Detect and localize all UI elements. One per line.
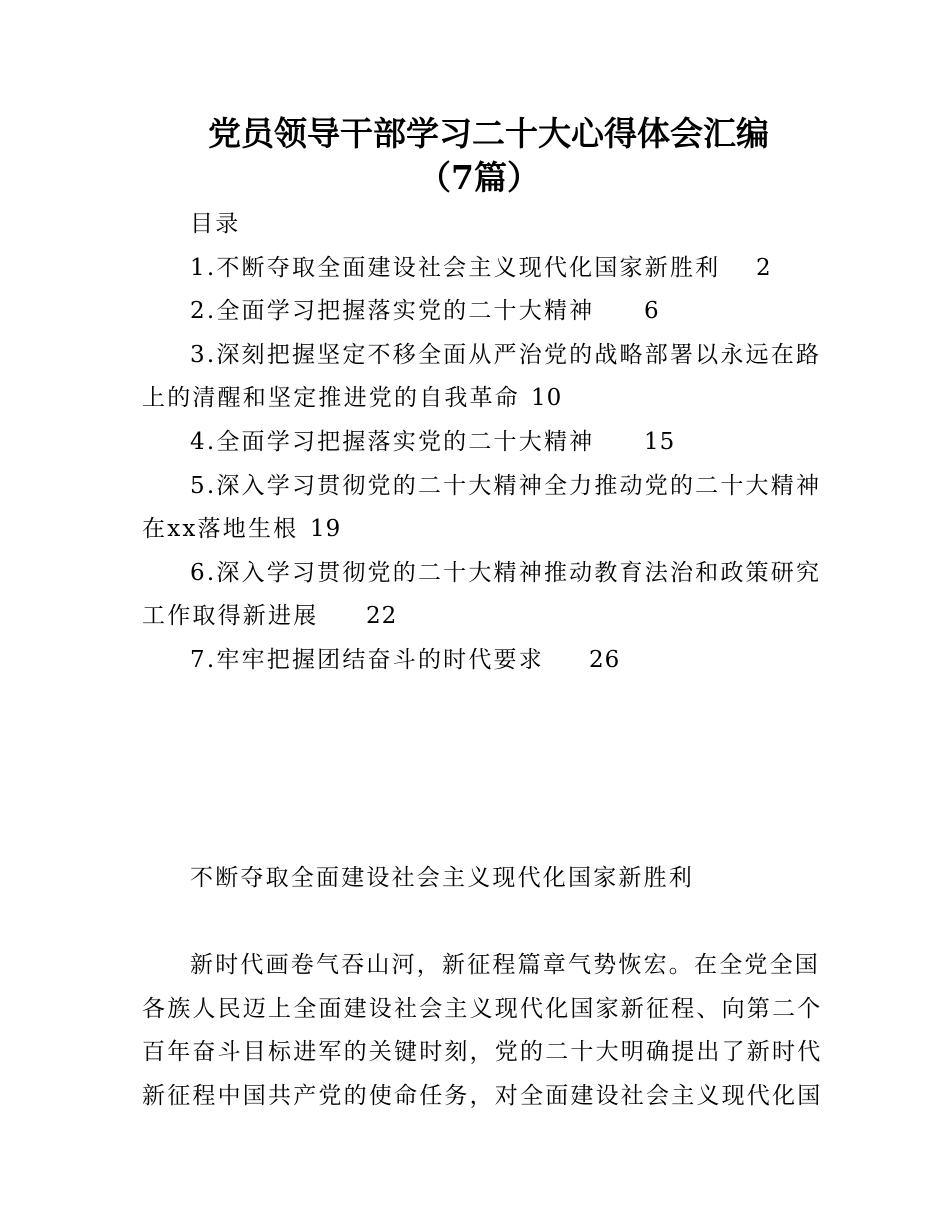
toc-page-number: 15 <box>644 429 676 455</box>
toc-page-number: 19 <box>310 516 342 542</box>
toc-item-continuation: 上的清醒和坚定推进党的自我革命 <box>142 385 520 411</box>
toc-heading: 目录 <box>190 211 241 237</box>
toc-page-number: 26 <box>589 647 621 673</box>
body-line: 新时代画卷气吞山河，新征程篇章气势恢宏。在全党全国 <box>190 952 820 978</box>
toc-item: 7.牢牢把握团结奋斗的时代要求 <box>190 647 544 673</box>
document-title-count: （7篇） <box>418 158 540 197</box>
body-line: 百年奋斗目标进军的关键时刻，党的二十大明确提出了新时代 <box>142 1039 823 1065</box>
toc-item: 3.深刻把握坚定不移全面从严治党的战略部署以永远在路 <box>190 342 822 368</box>
section-heading: 不断夺取全面建设社会主义现代化国家新胜利 <box>190 865 694 891</box>
body-line: 新征程中国共产党的使命任务，对全面建设社会主义现代化国 <box>142 1083 823 1109</box>
toc-item: 4.全面学习把握落实党的二十大精神 <box>190 429 595 455</box>
toc-page-number: 6 <box>644 298 660 324</box>
toc-item: 2.全面学习把握落实党的二十大精神 <box>190 298 595 324</box>
body-line: 各族人民迈上全面建设社会主义现代化国家新征程、向第二个 <box>142 996 823 1022</box>
toc-item: 1.不断夺取全面建设社会主义现代化国家新胜利 <box>190 255 721 281</box>
toc-page-number: 2 <box>756 255 772 281</box>
toc-item-continuation: 在xx落地生根 <box>142 516 299 542</box>
toc-item: 5.深入学习贯彻党的二十大精神全力推动党的二十大精神 <box>190 473 822 499</box>
toc-item-continuation: 工作取得新进展 <box>142 603 319 629</box>
document-title: 党员领导干部学习二十大心得体会汇编 <box>208 114 769 153</box>
toc-page-number: 22 <box>366 603 398 629</box>
toc-item: 6.深入学习贯彻党的二十大精神推动教育法治和政策研究 <box>190 560 822 586</box>
toc-page-number: 10 <box>531 385 563 411</box>
